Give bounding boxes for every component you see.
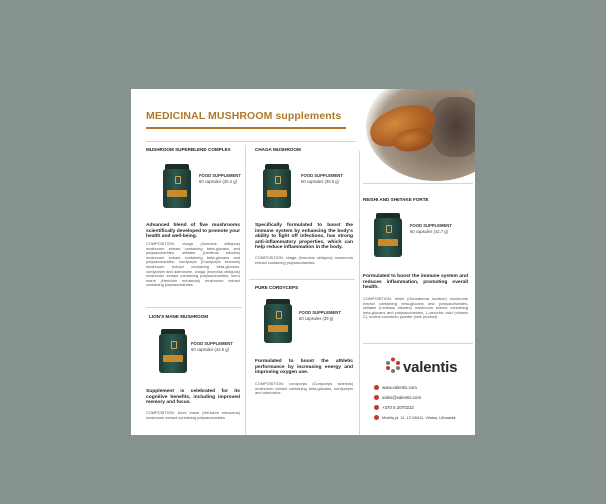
supplement-label: FOOD SUPPLEMENT [199,173,241,178]
row-divider [249,279,355,280]
product-name: LION'S MANE MUSHROOM [149,314,209,319]
capsule-count: 60 capsules (42.6 g) [191,346,229,352]
column-divider [359,151,360,435]
product-jar [163,164,191,208]
product-name: PURE CORDYCEPS [255,285,299,290]
contact-email[interactable] [374,395,421,400]
product-description: Specifically formulated to boost the immune system by enhancing the body's ability to fight off infections, has strong anti-inflammatory properties, which can help reduce inflammation in the body. [255,223,353,251]
capsule-count: 60 capsules (39 g) [299,315,334,321]
page-title: MEDICINAL MUSHROOM supplements [146,110,342,122]
title-divider [146,127,346,129]
globe-icon [374,385,379,390]
product-jar [264,299,292,343]
product-composition: COMPOSITION: chaga (Inonotus obliquus) mushroom extract containing beta-glucans and polysaccharides, shiitake (Lentinus edodes) mushroom extract containing beta-glucans and polysaccharides, cordyceps (Cordyceps sinensis) mushroom extract containing beta-glucans, cordycepin and adenosine, chaga (Inonotus obliquus) mushroom extract containing polysaccharides, lion's mane (Hericium erinaceus) mushroom extract containing polysaccharides. [146,241,240,288]
catalog-sheet [131,89,475,435]
supplement-label: FOOD SUPPLEMENT [191,341,233,346]
capsule-count: 60 capsules (42.7 g) [410,228,448,234]
product-composition: COMPOSITION: lion's mane (Hericium erinaceus) mushroom extract containing polysaccharides. [146,410,240,420]
supplement-label: FOOD SUPPLEMENT [299,310,341,315]
product-info [199,173,241,184]
product-description: Advanced blend of five mushrooms scientifically developed to promote your health and well-being. [146,223,240,240]
product-composition: COMPOSITION: cordyceps (Cordyceps sinensis) mushroom extract containing beta-glucans, cordycepin and adenosine. [255,381,353,396]
mail-icon [374,395,379,400]
brand-name: valentis [403,359,458,376]
capsule-count: 60 capsules (35.4 g) [199,178,237,184]
product-composition: COMPOSITION: chaga (Inonotus obliquus) mushroom extract containing polysaccharides. [255,255,353,265]
supplement-label: FOOD SUPPLEMENT [301,173,343,178]
product-jar [374,213,402,257]
row-divider [146,141,356,142]
supplement-label: FOOD SUPPLEMENT [410,223,452,228]
contact-phone[interactable] [374,405,414,410]
product-name: MUSHROOM SUPERBLEND COMPLEX [146,147,231,152]
contact-website[interactable] [374,385,417,390]
website-text: www.valentis.com [382,385,417,390]
mushroom-photo-dark [431,97,475,157]
product-name: REISHI AND SHIITAKE FORTE [363,197,429,202]
product-description: Supplement is celebrated for its cognitive benefits, including improved memory and focus. [146,389,240,406]
address-text: Molėtų pl. 11, LT-08411, Vilnius, Lithuania [382,415,456,420]
capsule-count: 60 capsules (30.5 g) [301,178,339,184]
email-text: sales@valentis.com [382,395,422,400]
product-jar [159,329,187,373]
row-divider [363,343,473,344]
contact-address [374,415,456,420]
location-icon [374,415,379,420]
product-description: Formulated to boost the immune system and reduces inflammation, promoting overall health. [363,274,468,291]
valentis-logo-icon [385,357,401,373]
column-divider [245,145,246,435]
product-info [191,341,233,352]
product-info [410,223,452,234]
phone-text: +370 5 2070222 [382,405,414,410]
product-info [299,310,341,321]
product-description: Formulated to boost the athletic performance by increasing energy and improving oxygen use. [255,359,353,376]
phone-icon [374,405,379,410]
row-divider [146,307,242,308]
product-jar [263,164,291,208]
product-composition: COMPOSITION: reishi (Ganoderma lucidum) mushroom extract containing beta-glucans and polysaccharides, shiitake (Lentinus edodes) mushroom extract containing beta-glucans and polysaccharides, L-ascorbic acid (vitamin C), bovine colostrum powder (milk product). [363,296,468,320]
row-divider [363,183,473,184]
product-name: CHAGA MUSHROOM [255,147,301,152]
product-info [301,173,343,184]
